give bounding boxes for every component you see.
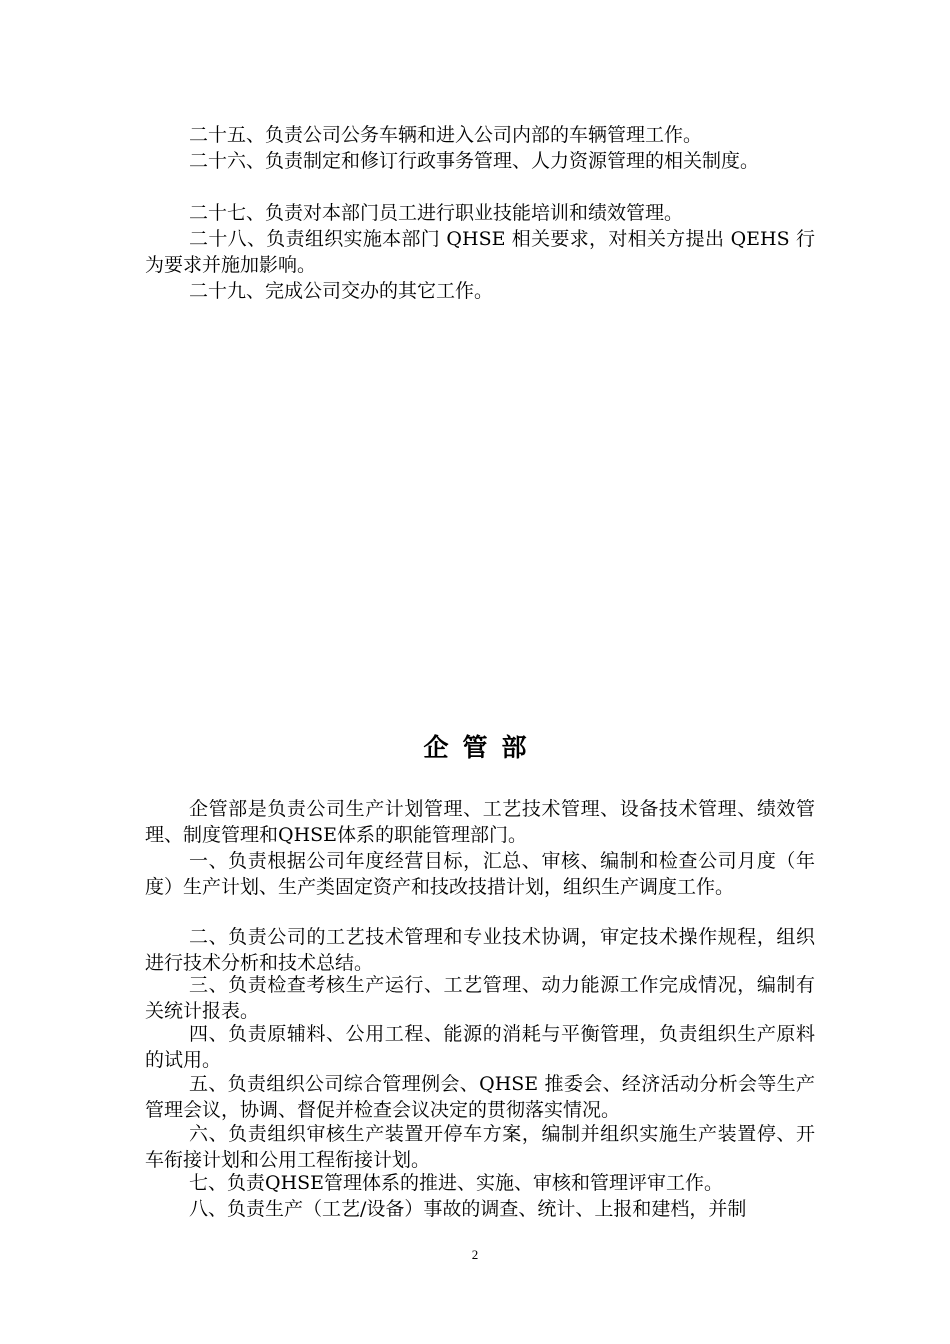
duty-item-6: 六、负责组织审核生产装置开停车方案，编制并组织实施生产装置停、开车衔接计划和公用工程衔接计划。 [145,1123,815,1171]
paragraph-item-28: 二十八、负责组织实施本部门 QHSE 相关要求，对相关方提出 QEHS 行为要求并施加影响。 [145,228,815,276]
paragraph-item-29: 二十九、完成公司交办的其它工作。 [189,280,494,302]
paragraph-item-26: 二十六、负责制定和修订行政事务管理、人力资源管理的相关制度。 [189,150,760,172]
intro-paragraph: 企管部是负责公司生产计划管理、工艺技术管理、设备技术管理、绩效管理、制度管理和QHSE体系的职能管理部门。 [145,798,815,846]
duty-item-1: 一、负责根据公司年度经营目标，汇总、审核、编制和检查公司月度（年度）生产计划、生产类固定资产和技改技措计划，组织生产调度工作。 [145,850,815,898]
duty-item-8: 八、负责生产（工艺/设备）事故的调查、统计、上报和建档，并制 [189,1198,747,1220]
paragraph-item-25: 二十五、负责公司公务车辆和进入公司内部的车辆管理工作。 [189,124,703,146]
duty-item-4: 四、负责原辅料、公用工程、能源的消耗与平衡管理，负责组织生产原料的试用。 [145,1023,815,1071]
duty-item-5: 五、负责组织公司综合管理例会、QHSE 推委会、经济活动分析会等生产管理会议，协调、督促并检查会议决定的贯彻落实情况。 [145,1073,815,1121]
section-heading: 企管部 [423,733,541,762]
duty-item-2: 二、负责公司的工艺技术管理和专业技术协调，审定技术操作规程，组织进行技术分析和技术总结。 [145,926,815,974]
duty-item-3: 三、负责检查考核生产运行、工艺管理、动力能源工作完成情况，编制有关统计报表。 [145,974,815,1022]
page-number: 2 [471,1247,479,1262]
duty-item-7: 七、负责QHSE管理体系的推进、实施、审核和管理评审工作。 [189,1172,724,1194]
paragraph-item-27: 二十七、负责对本部门员工进行职业技能培训和绩效管理。 [189,202,684,224]
